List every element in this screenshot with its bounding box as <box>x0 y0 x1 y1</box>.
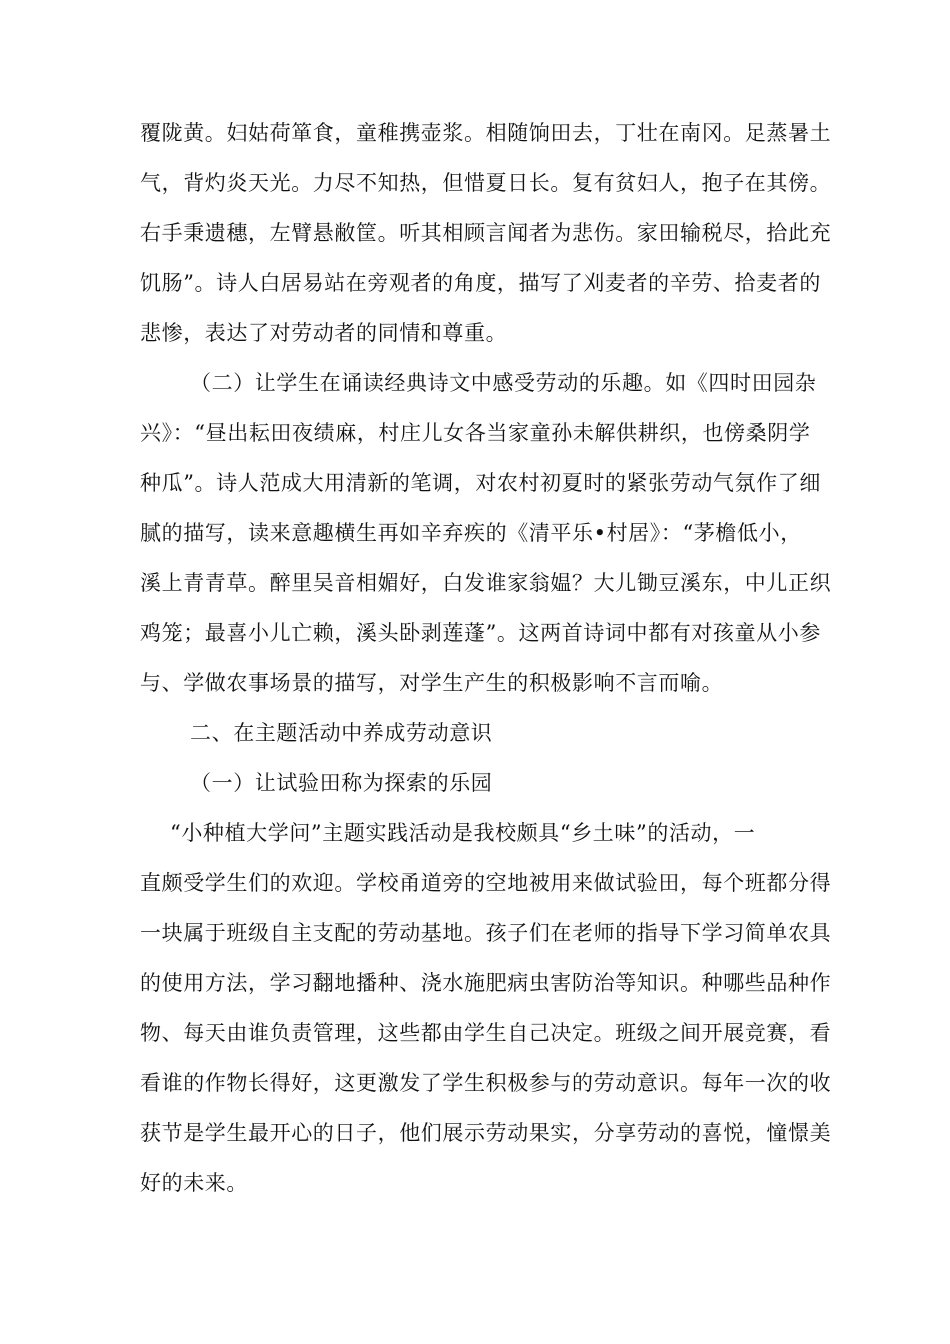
text-line: 物、每天由谁负责管理，这些都由学生自己决定。班级之间开展竞赛，看 <box>140 1021 832 1045</box>
text-line: 一块属于班级自主支配的劳动基地。孩子们在老师的指导下学习简单农具 <box>140 921 832 945</box>
text-line: 右手秉遗穗，左臂悬敝筐。听其相顾言闻者为悲伤。家田输税尽，拾此充 <box>140 221 832 245</box>
text-line: 气，背灼炎天光。力尽不知热，但惜夏日长。复有贫妇人，抱子在其傍。 <box>140 171 832 195</box>
text-line: 覆陇黄。妇姑荷箪食，童稚携壶浆。相随饷田去，丁壮在南冈。足蒸暑土 <box>140 121 832 145</box>
text-line: 种瓜”。诗人范成大用清新的笔调，对农村初夏时的紧张劳动气氛作了细 <box>140 471 821 495</box>
section-heading: 二、在主题活动中养成劳动意识 <box>190 721 493 745</box>
text-line: 好的未来。 <box>140 1171 248 1195</box>
text-line: “小种植大学问”主题实践活动是我校颇具“乡土味”的活动，一 <box>170 821 756 845</box>
paragraph-heading: （二）让学生在诵读经典诗文中感受劳动的乐趣。如《四时田园杂 <box>190 371 817 395</box>
text-line: 鸡笼；最喜小儿亡赖，溪头卧剥莲蓬”。这两首诗词中都有对孩童从小参 <box>140 621 821 645</box>
text-line: 直颇受学生们的欢迎。学校甬道旁的空地被用来做试验田，每个班都分得 <box>140 871 832 895</box>
text-line: 的使用方法，学习翻地播种、浇水施肥病虫害防治等知识。种哪些品种作 <box>140 971 832 995</box>
text-line: 获节是学生最开心的日子，他们展示劳动果实，分享劳动的喜悦，憧憬美 <box>140 1121 832 1145</box>
text-line: 腻的描写，读来意趣横生再如辛弃疾的《清平乐•村居》：“茅檐低小， <box>140 521 802 545</box>
text-line: 悲惨，表达了对劳动者的同情和尊重。 <box>140 321 508 345</box>
subsection-heading: （一）让试验田称为探索的乐园 <box>190 771 493 795</box>
text-line: 与、学做农事场景的描写，对学生产生的积极影响不言而喻。 <box>140 671 724 695</box>
text-line: 看谁的作物长得好，这更激发了学生积极参与的劳动意识。每年一次的收 <box>140 1071 832 1095</box>
text-line: 溪上青青草。醉里吴音相媚好，白发谁家翁媪？大儿锄豆溪东，中儿正织 <box>140 571 832 595</box>
text-line: 饥肠”。诗人白居易站在旁观者的角度，描写了刈麦者的辛劳、拾麦者的 <box>140 271 821 295</box>
text-line: 兴》：“昼出耘田夜绩麻，村庄儿女各当家童孙未解供耕织，也傍桑阴学 <box>140 421 811 445</box>
